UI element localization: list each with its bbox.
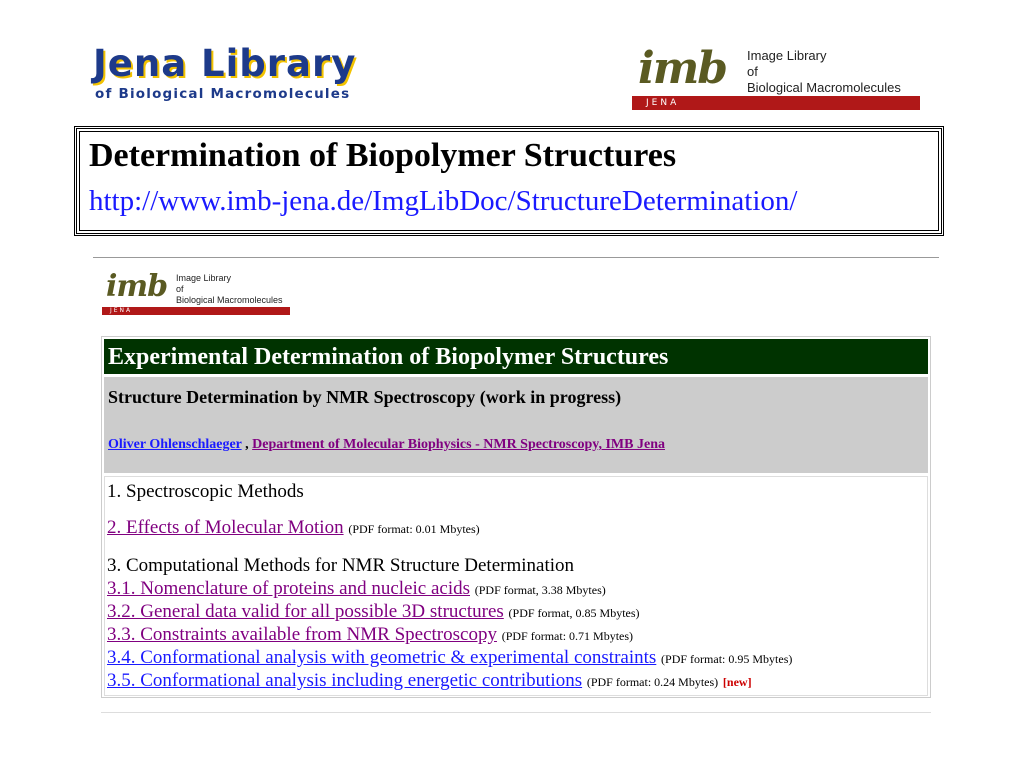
imb-logo bbox=[632, 44, 920, 110]
chapter-heading: 1. Spectroscopic Methods bbox=[107, 481, 304, 502]
imb-logo-bar bbox=[102, 307, 290, 315]
imb-logo-line: Image Library bbox=[176, 273, 232, 283]
jena-logo-subtitle: of Biological Macromolecules bbox=[95, 86, 351, 102]
list-item bbox=[107, 481, 304, 503]
file-format: (PDF format: 0.95 Mbytes) bbox=[661, 652, 793, 666]
author-line bbox=[108, 437, 665, 453]
imb-logo-line: of bbox=[747, 64, 758, 79]
file-format: (PDF format: 0.24 Mbytes) bbox=[586, 675, 719, 689]
file-format: (PDF format, 0.85 Mbytes) bbox=[508, 606, 640, 620]
section-title: Structure Determination by NMR Spectroscopy (work in progress) bbox=[108, 387, 622, 407]
imb-logo-bar bbox=[632, 96, 920, 110]
file-format: (PDF format: 0.01 Mbytes) bbox=[348, 522, 480, 536]
imb-logo-small bbox=[102, 270, 290, 314]
section-info bbox=[104, 377, 928, 473]
department-link[interactable]: Department of Molecular Biophysics - NMR Spectroscopy, IMB Jena bbox=[252, 437, 665, 452]
content-table bbox=[101, 336, 931, 698]
imb-logo-line: Biological Macromolecules bbox=[747, 80, 901, 95]
imb-logo-line: Image Library bbox=[747, 48, 827, 63]
chapter-link[interactable]: 3.3. Constraints available from NMR Spectroscopy bbox=[107, 624, 497, 645]
title-box bbox=[74, 126, 944, 236]
list-item bbox=[107, 647, 792, 669]
new-badge: [new] bbox=[722, 675, 752, 689]
jena-logo-title: Jena Library bbox=[93, 42, 357, 85]
imb-logo-text bbox=[747, 48, 901, 96]
list-item bbox=[107, 578, 606, 600]
imb-logo-bar-text: JENA bbox=[110, 307, 133, 314]
bottom-divider bbox=[101, 712, 931, 713]
list-item bbox=[107, 670, 752, 692]
list-item bbox=[107, 517, 480, 539]
chapter-link[interactable]: 2. Effects of Molecular Motion bbox=[107, 517, 344, 538]
chapter-heading: 3. Computational Methods for NMR Structure Determination bbox=[107, 555, 575, 576]
jena-library-logo bbox=[93, 44, 403, 106]
imb-logo-line: of bbox=[176, 284, 184, 294]
imb-logo-word: imb bbox=[106, 269, 168, 304]
file-format: (PDF format, 3.38 Mbytes) bbox=[474, 583, 606, 597]
file-format: (PDF format: 0.71 Mbytes) bbox=[501, 629, 634, 643]
author-link[interactable]: Oliver Ohlenschlaeger bbox=[108, 437, 242, 452]
list-item bbox=[107, 601, 640, 623]
page-url-link[interactable]: http://www.imb-jena.de/ImgLibDoc/StructureDetermination/ bbox=[89, 185, 798, 217]
chapter-link[interactable]: 3.4. Conformational analysis with geometric & experimental constraints bbox=[107, 647, 657, 668]
divider bbox=[93, 257, 939, 258]
chapter-link[interactable]: 3.1. Nomenclature of proteins and nucleic acids bbox=[107, 578, 470, 599]
chapter-list bbox=[104, 476, 928, 696]
list-item bbox=[107, 624, 633, 646]
table-header: Experimental Determination of Biopolymer Structures bbox=[104, 339, 928, 374]
imb-logo-line: Biological Macromolecules bbox=[176, 295, 283, 305]
list-item bbox=[107, 555, 574, 577]
chapter-link[interactable]: 3.2. General data valid for all possible 3D structures bbox=[107, 601, 504, 622]
page-title: Determination of Biopolymer Structures bbox=[89, 137, 677, 174]
imb-logo-word: imb bbox=[638, 43, 727, 94]
imb-logo-text bbox=[176, 273, 283, 306]
chapter-link[interactable]: 3.5. Conformational analysis including energetic contributions bbox=[107, 670, 583, 691]
imb-logo-bar-text: JENA bbox=[646, 98, 680, 108]
author-separator: , bbox=[245, 437, 249, 452]
